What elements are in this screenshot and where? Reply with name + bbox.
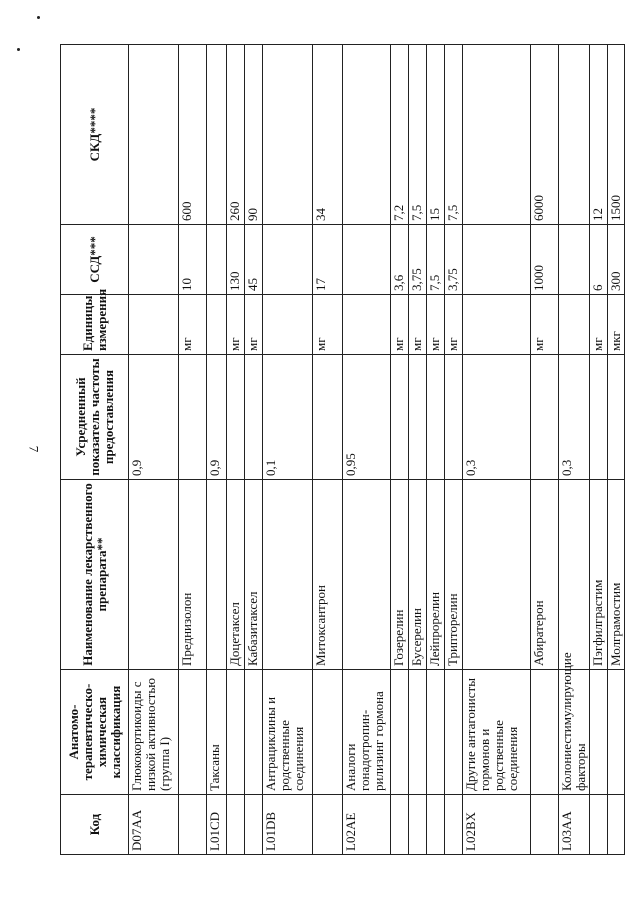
- table-row: [129, 45, 179, 855]
- unit-cell: [129, 295, 179, 355]
- drug-cell: [559, 480, 590, 670]
- skd-cell: [559, 45, 590, 225]
- unit-cell: мг: [179, 295, 207, 355]
- table-row: [463, 45, 531, 855]
- ssd-cell: 7,5: [427, 225, 445, 295]
- frequency-cell: [245, 355, 263, 480]
- unit-cell: мг: [427, 295, 445, 355]
- frequency-cell: [445, 355, 463, 480]
- scan-speck: [17, 48, 20, 51]
- header-atc: Анатомо-терапевтическо-химическая классификация: [61, 670, 129, 795]
- skd-cell: [263, 45, 313, 225]
- header-unit: Единицы измерения: [61, 295, 129, 355]
- atc-cell: [608, 670, 625, 795]
- frequency-cell: [227, 355, 245, 480]
- code-cell: [391, 795, 409, 855]
- drug-cell: Кабазитаксел: [245, 480, 263, 670]
- frequency-cell: 0,1: [263, 355, 313, 480]
- drug-cell: Абиратерон: [531, 480, 559, 670]
- table-row: [263, 45, 313, 855]
- skd-cell: 90: [245, 45, 263, 225]
- frequency-cell: [409, 355, 427, 480]
- ssd-cell: [463, 225, 531, 295]
- drug-cell: [343, 480, 391, 670]
- ssd-cell: 300: [608, 225, 625, 295]
- drug-cell: [463, 480, 531, 670]
- drug-cell: Молграмостим: [608, 480, 625, 670]
- atc-cell: [531, 670, 559, 795]
- table-row: [409, 45, 427, 855]
- code-cell: [445, 795, 463, 855]
- header-frequency: Усредненный показатель частоты предоставления: [61, 355, 129, 480]
- code-cell: [227, 795, 245, 855]
- ssd-cell: 130: [227, 225, 245, 295]
- atc-cell: [227, 670, 245, 795]
- ssd-cell: 3,75: [409, 225, 427, 295]
- unit-cell: мкг: [608, 295, 625, 355]
- table-row: [427, 45, 445, 855]
- table-header: [61, 45, 129, 855]
- ssd-cell: 3,75: [445, 225, 463, 295]
- unit-cell: мг: [590, 295, 608, 355]
- table-body: [129, 45, 625, 855]
- atc-cell: [445, 670, 463, 795]
- frequency-cell: 0,9: [207, 355, 227, 480]
- drug-cell: Пэгфилграстим: [590, 480, 608, 670]
- unit-cell: [263, 295, 313, 355]
- drug-cell: [263, 480, 313, 670]
- atc-cell: Колониестимулирующие факторы: [559, 670, 590, 795]
- atc-cell: [590, 670, 608, 795]
- table-row: [391, 45, 409, 855]
- rotated-table-wrapper: [60, 45, 623, 855]
- atc-cell: [409, 670, 427, 795]
- drug-table: [60, 44, 625, 855]
- code-cell: [608, 795, 625, 855]
- unit-cell: [463, 295, 531, 355]
- code-cell: [313, 795, 343, 855]
- table-row: [445, 45, 463, 855]
- table-row: [313, 45, 343, 855]
- ssd-cell: 3,6: [391, 225, 409, 295]
- ssd-cell: [129, 225, 179, 295]
- frequency-cell: 0,3: [463, 355, 531, 480]
- ssd-cell: [343, 225, 391, 295]
- code-cell: [409, 795, 427, 855]
- drug-cell: [207, 480, 227, 670]
- code-cell: L01DB: [263, 795, 313, 855]
- drug-cell: Гозерелин: [391, 480, 409, 670]
- skd-cell: 7,5: [409, 45, 427, 225]
- table-row: [559, 45, 590, 855]
- header-row: [61, 45, 129, 855]
- code-cell: L03AA: [559, 795, 590, 855]
- frequency-cell: [313, 355, 343, 480]
- skd-cell: [129, 45, 179, 225]
- code-cell: L02AE: [343, 795, 391, 855]
- unit-cell: мг: [391, 295, 409, 355]
- unit-cell: [207, 295, 227, 355]
- table-row: [531, 45, 559, 855]
- code-cell: D07AA: [129, 795, 179, 855]
- frequency-cell: [179, 355, 207, 480]
- table-row: [207, 45, 227, 855]
- header-code: Код: [61, 795, 129, 855]
- skd-cell: 260: [227, 45, 245, 225]
- atc-cell: [245, 670, 263, 795]
- code-cell: [590, 795, 608, 855]
- unit-cell: мг: [313, 295, 343, 355]
- skd-cell: [343, 45, 391, 225]
- unit-cell: мг: [227, 295, 245, 355]
- atc-cell: [179, 670, 207, 795]
- frequency-cell: 0,95: [343, 355, 391, 480]
- frequency-cell: 0,3: [559, 355, 590, 480]
- skd-cell: 1500: [608, 45, 625, 225]
- frequency-cell: [590, 355, 608, 480]
- atc-cell: [427, 670, 445, 795]
- drug-cell: Преднизолон: [179, 480, 207, 670]
- frequency-cell: 0,9: [129, 355, 179, 480]
- frequency-cell: [608, 355, 625, 480]
- unit-cell: мг: [245, 295, 263, 355]
- header-drug: Наименование лекарственного препарата**: [61, 480, 129, 670]
- table-row: [608, 45, 625, 855]
- unit-cell: мг: [445, 295, 463, 355]
- drug-cell: Бусерелин: [409, 480, 427, 670]
- atc-cell: [313, 670, 343, 795]
- code-cell: [531, 795, 559, 855]
- ssd-cell: [207, 225, 227, 295]
- drug-cell: Лейпрорелин: [427, 480, 445, 670]
- ssd-cell: 6: [590, 225, 608, 295]
- atc-cell: Антрациклины и родственные соединения: [263, 670, 313, 795]
- header-skd: СКД****: [61, 45, 129, 225]
- skd-cell: 34: [313, 45, 343, 225]
- table-row: [590, 45, 608, 855]
- drug-cell: [129, 480, 179, 670]
- skd-cell: 7,2: [391, 45, 409, 225]
- skd-cell: 12: [590, 45, 608, 225]
- code-cell: [245, 795, 263, 855]
- unit-cell: [559, 295, 590, 355]
- skd-cell: [463, 45, 531, 225]
- frequency-cell: [531, 355, 559, 480]
- ssd-cell: 45: [245, 225, 263, 295]
- code-cell: L01CD: [207, 795, 227, 855]
- skd-cell: 600: [179, 45, 207, 225]
- atc-cell: Другие антагонисты гормонов и родственные соединения: [463, 670, 531, 795]
- header-ssd: ССД***: [61, 225, 129, 295]
- ssd-cell: 17: [313, 225, 343, 295]
- unit-cell: мг: [531, 295, 559, 355]
- drug-cell: Митоксантрон: [313, 480, 343, 670]
- frequency-cell: [391, 355, 409, 480]
- ssd-cell: 1000: [531, 225, 559, 295]
- ssd-cell: 10: [179, 225, 207, 295]
- code-cell: [179, 795, 207, 855]
- skd-cell: [207, 45, 227, 225]
- code-cell: L02BX: [463, 795, 531, 855]
- unit-cell: мг: [409, 295, 427, 355]
- skd-cell: 7,5: [445, 45, 463, 225]
- ssd-cell: [559, 225, 590, 295]
- table-row: [179, 45, 207, 855]
- unit-cell: [343, 295, 391, 355]
- scan-speck: [37, 16, 40, 19]
- skd-cell: 15: [427, 45, 445, 225]
- code-cell: [427, 795, 445, 855]
- page-number: 7: [26, 445, 42, 453]
- skd-cell: 6000: [531, 45, 559, 225]
- table-row: [245, 45, 263, 855]
- table-row: [343, 45, 391, 855]
- drug-cell: Доцетаксел: [227, 480, 245, 670]
- table-row: [227, 45, 245, 855]
- atc-cell: [391, 670, 409, 795]
- ssd-cell: [263, 225, 313, 295]
- atc-cell: Аналоги гонадотропин-рилизинг гормона: [343, 670, 391, 795]
- atc-cell: Глюкокортикоиды с низкой активностью (группа I): [129, 670, 179, 795]
- atc-cell: Таксаны: [207, 670, 227, 795]
- frequency-cell: [427, 355, 445, 480]
- drug-cell: Трипторелин: [445, 480, 463, 670]
